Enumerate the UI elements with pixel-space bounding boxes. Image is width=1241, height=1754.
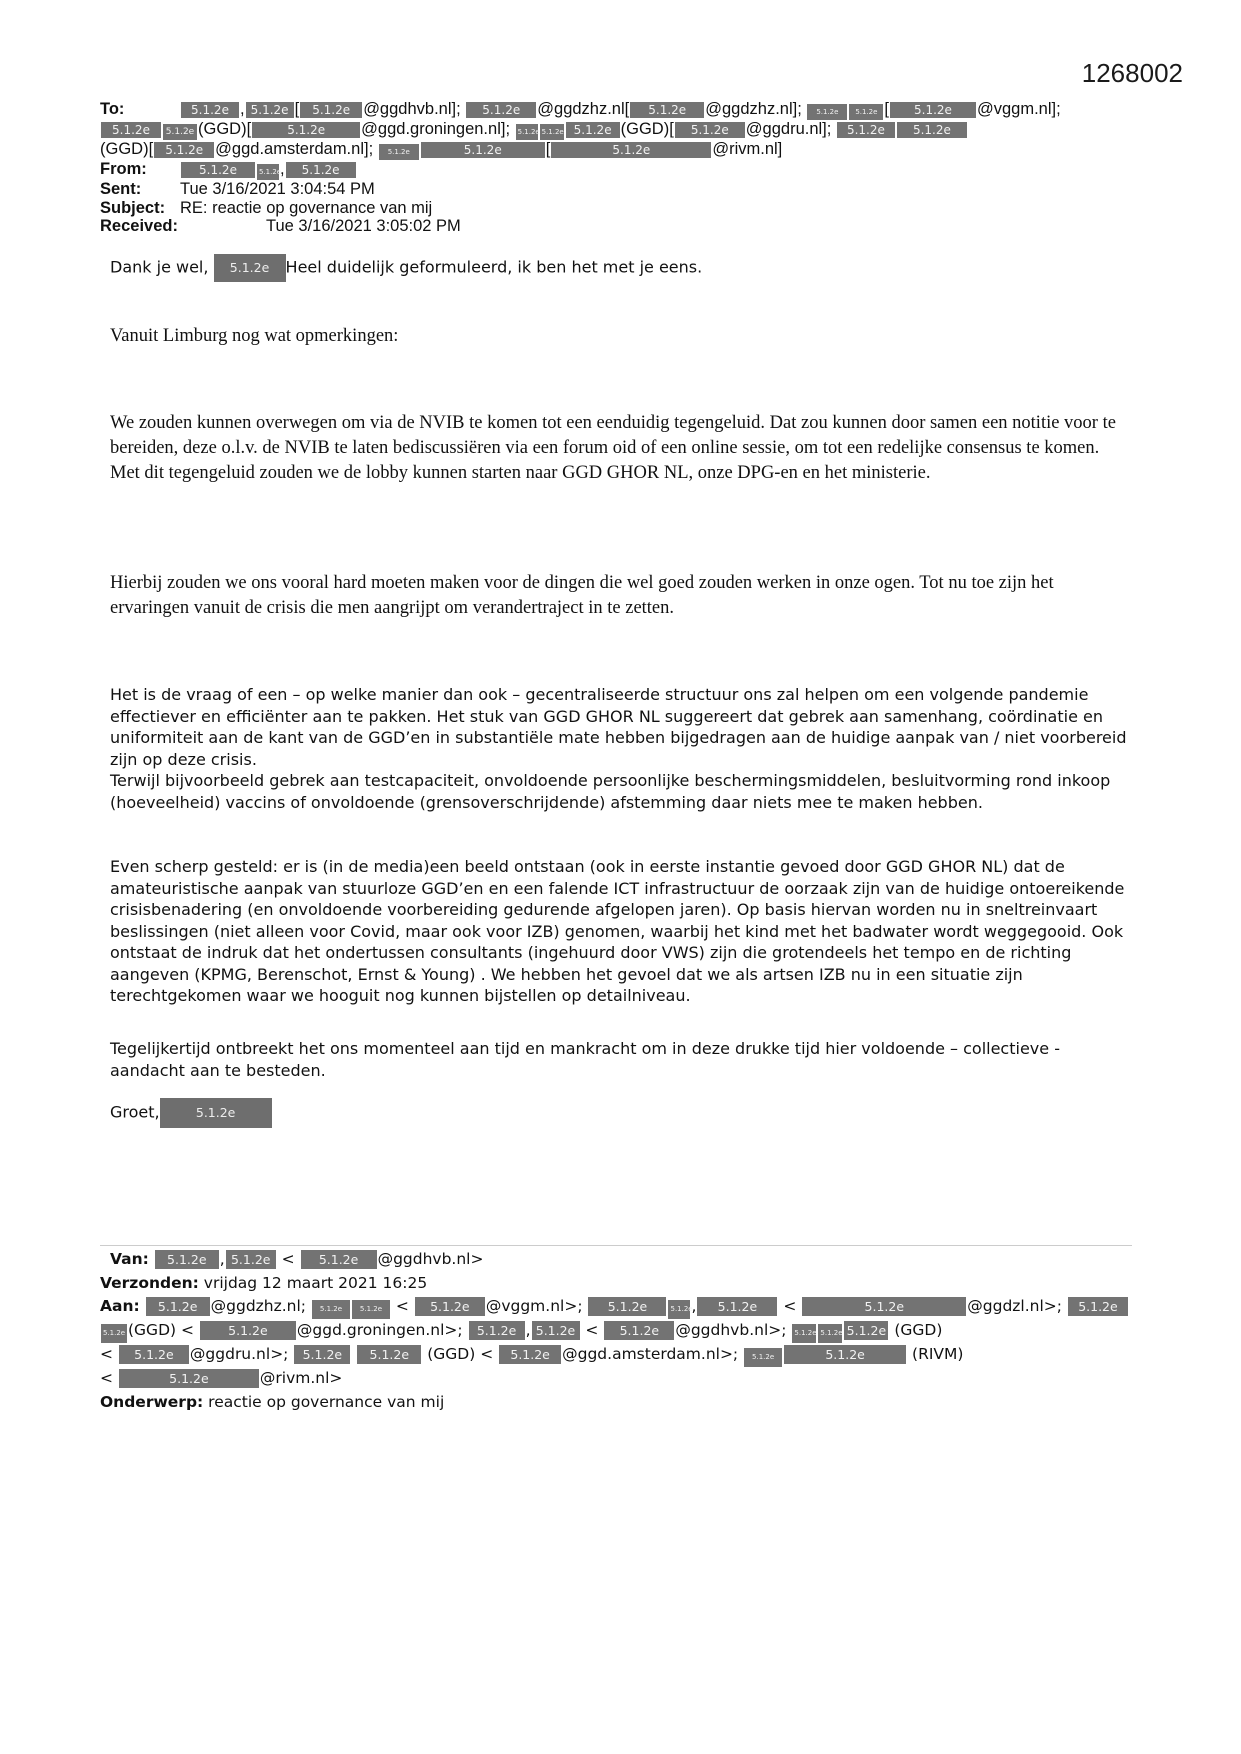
email-fragment: (GGD) (894, 1321, 943, 1339)
redaction: 5.1.2e (181, 102, 239, 118)
redaction: 5.1.2e (101, 1324, 127, 1343)
email-fragment: @ggdzhz.nl; (210, 1297, 307, 1315)
to-row: To: 5.1.2e , 5.1.2e [ 5.1.2e @ggdhvb.nl]; 5.1.2e @ggdzhz.nl[ 5.1.2e @ggdzhz.nl]; 5.1.2e 5.1.2e [ 5.1.2e @vggm.nl]; (100, 100, 1061, 118)
redaction: 5.1.2e (744, 1348, 782, 1367)
onderwerp-value: reactie op governance van mij (208, 1392, 445, 1411)
redaction: 5.1.2e (1068, 1297, 1128, 1316)
received-row (100, 217, 1140, 236)
redaction: 5.1.2e (154, 142, 214, 158)
redaction: 5.1.2e (160, 1098, 272, 1128)
aan-label: Aan: (100, 1297, 140, 1315)
email-fragment: @vggm.nl>; (485, 1297, 583, 1315)
email-fragment: @ggdzhz.nl]; (705, 100, 802, 118)
aan-row-4: < 5.1.2e @rivm.nl> (100, 1369, 343, 1387)
redaction: 5.1.2e (792, 1324, 816, 1343)
redaction: 5.1.2e (897, 122, 967, 138)
from-row: From: 5.1.2e 5.1.2e, 5.1.2e (100, 160, 1140, 180)
to-row-2 (100, 120, 1140, 140)
redaction: 5.1.2e (146, 1297, 210, 1316)
subject-row (100, 199, 1140, 218)
redaction: 5.1.2e (630, 102, 704, 118)
van-row: Van: 5.1.2e , 5.1.2e < 5.1.2e @ggdhvb.nl> (110, 1250, 484, 1268)
redaction: 5.1.2e (312, 1300, 350, 1319)
redaction: 5.1.2e (499, 1345, 561, 1364)
redaction: 5.1.2e (246, 102, 294, 118)
paragraph-scherp: Even scherp gesteld: er is (in de media)een beeld ontstaan (ook in eerste instantie gevoed door GGD GHOR NL) dat de amateuristische aanpak van stuurloze GGD’en en een falende ICT infrastructuur de oorzaak zijn van de huidige ontoereikende crisisbenadering (en onvoldoende voorbereiding gedurende afgelopen jaren). Op basis hiervan worden nu in sneltreinvaart beslissingen (niet alleen voor Covid, maar ook voor IZB) genomen, waarbij het kind met het badwater wordt weggegooid. Ook ontstaat de indruk dat het ondertussen consultants (ingehuurd door VWS) zijn die grotendeels het tempo en de richting aangeven (KPMG, Berenschot, Ernst & Young) . We hebben het gevoel dat we als artsen IZB nu in een situatie zijn terechtgekomen waar we hooguit nog kunnen bijstellen op detailniveau. (110, 857, 1125, 1005)
redaction: 5.1.2e (807, 104, 847, 120)
redaction: 5.1.2e (257, 164, 279, 180)
email-fragment: @ggdzhz.nl[ (537, 100, 630, 118)
redaction: 5.1.2e (301, 1250, 377, 1269)
redaction: 5.1.2e (516, 124, 538, 140)
redaction: 5.1.2e (300, 102, 362, 118)
redaction: 5.1.2e (469, 1321, 525, 1340)
email-fragment: (GGD) < (427, 1345, 494, 1363)
paragraph-tegelijkertijd: Tegelijkertijd ontbreekt het ons momenteel aan tijd en mankracht om in deze drukke tijd hier voldoende – collectieve - aandacht aan te besteden. (110, 1039, 1060, 1080)
to-label: To: (100, 100, 125, 118)
greeting-text: Groet, (110, 1102, 160, 1122)
redaction: 5.1.2e (466, 102, 536, 118)
redaction: 5.1.2e (844, 1321, 888, 1340)
to-row-3: (GGD)[ 5.1.2e @ggd.amsterdam.nl]; 5.1.2e 5.1.2e [ 5.1.2e @rivm.nl] (100, 140, 783, 158)
received-label: Received: (100, 217, 178, 235)
forwarded-header (100, 1248, 1140, 1414)
redaction: 5.1.2e (286, 162, 356, 178)
redaction: 5.1.2e (226, 1250, 276, 1269)
email-fragment: @ggdru.nl]; (745, 120, 832, 138)
subject-value: RE: reactie op governance van mij (180, 198, 433, 217)
redaction: 5.1.2e (551, 142, 711, 158)
paragraph-hierbij: Hierbij zouden we ons vooral hard moeten maken voor de dingen die wel goed zouden werken in onze ogen. Tot nu toe zijn het ervaringen vanuit de crisis die men aangrijpt om verandertraject in te zetten. (110, 573, 1054, 618)
redaction: 5.1.2e (566, 122, 620, 138)
verzonden-value: vrijdag 12 maart 2021 16:25 (203, 1273, 428, 1292)
redaction: 5.1.2e (163, 124, 197, 140)
redaction: 5.1.2e (837, 122, 895, 138)
email-fragment: (GGD)[ (100, 140, 154, 158)
redaction: 5.1.2e (119, 1369, 259, 1388)
redaction: 5.1.2e (604, 1321, 674, 1340)
paragraph-terwijl: Terwijl bijvoorbeeld gebrek aan testcapaciteit, onvoldoende persoonlijke beschermingsmiddelen, besluitvorming rond inkoop (hoeveelheid) vaccins of onvoldoende (grensoverschrijdende) afstemming daar niets mee te maken hebben. (110, 771, 1111, 812)
document-number: 1268002 (1081, 58, 1183, 88)
sent-row (100, 180, 1140, 199)
redaction: 5.1.2e (181, 162, 255, 178)
email-fragment: @ggd.groningen.nl]; (361, 120, 511, 138)
redaction: 5.1.2e (890, 102, 976, 118)
redaction: 5.1.2e (540, 124, 564, 140)
thanks-text: Dank je wel, (110, 257, 209, 277)
email-fragment: @ggd.amsterdam.nl]; (215, 140, 374, 158)
greeting (110, 1098, 272, 1128)
sent-label: Sent: (100, 180, 142, 198)
email-fragment: @ggd.amsterdam.nl>; (562, 1345, 739, 1363)
from-label: From: (100, 160, 147, 178)
email-fragment: (GGD)[ (620, 120, 674, 138)
redaction: 5.1.2e (101, 122, 161, 138)
redaction: 5.1.2e (352, 1300, 390, 1319)
redaction: 5.1.2e (379, 144, 419, 160)
redaction: 5.1.2e (155, 1250, 219, 1269)
email-fragment: @rivm.nl> (259, 1369, 343, 1387)
onderwerp-row (100, 1391, 1140, 1415)
email-fragment: @ggdhvb.nl> (377, 1250, 484, 1268)
redaction: 5.1.2e (697, 1297, 777, 1316)
redaction: 5.1.2e (252, 122, 360, 138)
redaction: 5.1.2e (357, 1345, 421, 1364)
verzonden-row (100, 1272, 1140, 1296)
van-label: Van: (110, 1250, 149, 1268)
email-header (100, 100, 1140, 236)
sent-value: Tue 3/16/2021 3:04:54 PM (180, 180, 375, 198)
redaction: 5.1.2e (588, 1297, 666, 1316)
email-fragment: @ggdru.nl>; (189, 1345, 289, 1363)
email-fragment: @ggdzl.nl>; (967, 1297, 1062, 1315)
onderwerp-label: Onderwerp: (100, 1392, 204, 1411)
redaction: 5.1.2e (119, 1345, 189, 1364)
email-fragment: @ggdhvb.nl]; (363, 100, 461, 118)
redaction: 5.1.2e (214, 254, 286, 282)
thanks-paragraph (110, 254, 702, 282)
redaction: 5.1.2e (294, 1345, 350, 1364)
redaction: 5.1.2e (415, 1297, 485, 1316)
redaction: 5.1.2e (532, 1321, 580, 1340)
email-fragment: (RIVM) (912, 1345, 964, 1363)
thanks-text-2: Heel duidelijk geformuleerd, ik ben het met je eens. (285, 257, 703, 277)
aan-row: Aan: 5.1.2e @ggdzhz.nl; 5.1.2e 5.1.2e < 5.1.2e @vggm.nl>; 5.1.2e 5.1.2e, 5.1.2e < 5.1.2e @ggdzl.nl>; 5.1.2e (100, 1295, 1140, 1319)
redaction: 5.1.2e (200, 1321, 296, 1340)
forward-separator (100, 1245, 1132, 1246)
email-fragment: @rivm.nl] (712, 140, 783, 158)
paragraph-limburg: Vanuit Limburg nog wat opmerkingen: (110, 326, 399, 346)
email-fragment: @vggm.nl]; (976, 100, 1061, 118)
redaction: 5.1.2e (849, 104, 883, 120)
email-fragment: @ggdhvb.nl>; (675, 1321, 787, 1339)
redaction: 5.1.2e (802, 1297, 966, 1316)
received-value: Tue 3/16/2021 3:05:02 PM (266, 217, 461, 235)
paragraph-nvib: We zouden kunnen overwegen om via de NVIB te komen tot een eenduidig tegengeluid. Dat zou kunnen door samen een notitie voor te bereiden, deze o.l.v. de NVIB te laten bediscussiëren via een forum oid of een online sessie, om tot een redelijke consensus te komen. Met dit tegengeluid zouden we de lobby kunnen starten naar GGD GHOR NL, onze DPG-en en het ministerie. (110, 413, 1116, 483)
email-fragment: (GGD) < (128, 1321, 194, 1339)
redaction: 5.1.2e (421, 142, 545, 158)
aan-row-2: 5.1.2e (GGD) < 5.1.2e @ggd.groningen.nl>; 5.1.2e , 5.1.2e < 5.1.2e @ggdhvb.nl>; 5.1.2e 5.1.2e 5.1.2e (GGD) (100, 1319, 1140, 1343)
paragraph-vraag: Het is de vraag of een – op welke manier dan ook – gecentraliseerde structuur ons zal helpen om een volgende pandemie effectiever en efficiënter aan te pakken. Het stuk van GGD GHOR NL suggereert dat gebrek aan samenhang, coördinatie en uniformiteit aan de kant van de GGD’en in substantiële mate hebben bijgedragen aan de huidige aanpak van / niet voorbereid zijn op deze crisis. (110, 685, 1127, 769)
redaction: 5.1.2e (784, 1345, 906, 1364)
redaction: 5.1.2e (818, 1324, 842, 1343)
email-fragment: @ggd.groningen.nl>; (296, 1321, 463, 1339)
redaction: 5.1.2e (668, 1300, 690, 1319)
email-fragment: (GGD)[ (198, 120, 252, 138)
aan-row-3: < 5.1.2e @ggdru.nl>; 5.1.2e 5.1.2e (GGD) < 5.1.2e @ggd.amsterdam.nl>; 5.1.2e 5.1.2e (RIVM) (100, 1343, 1140, 1367)
redaction: 5.1.2e (675, 122, 745, 138)
subject-label: Subject: (100, 198, 166, 217)
verzonden-label: Verzonden: (100, 1273, 199, 1292)
